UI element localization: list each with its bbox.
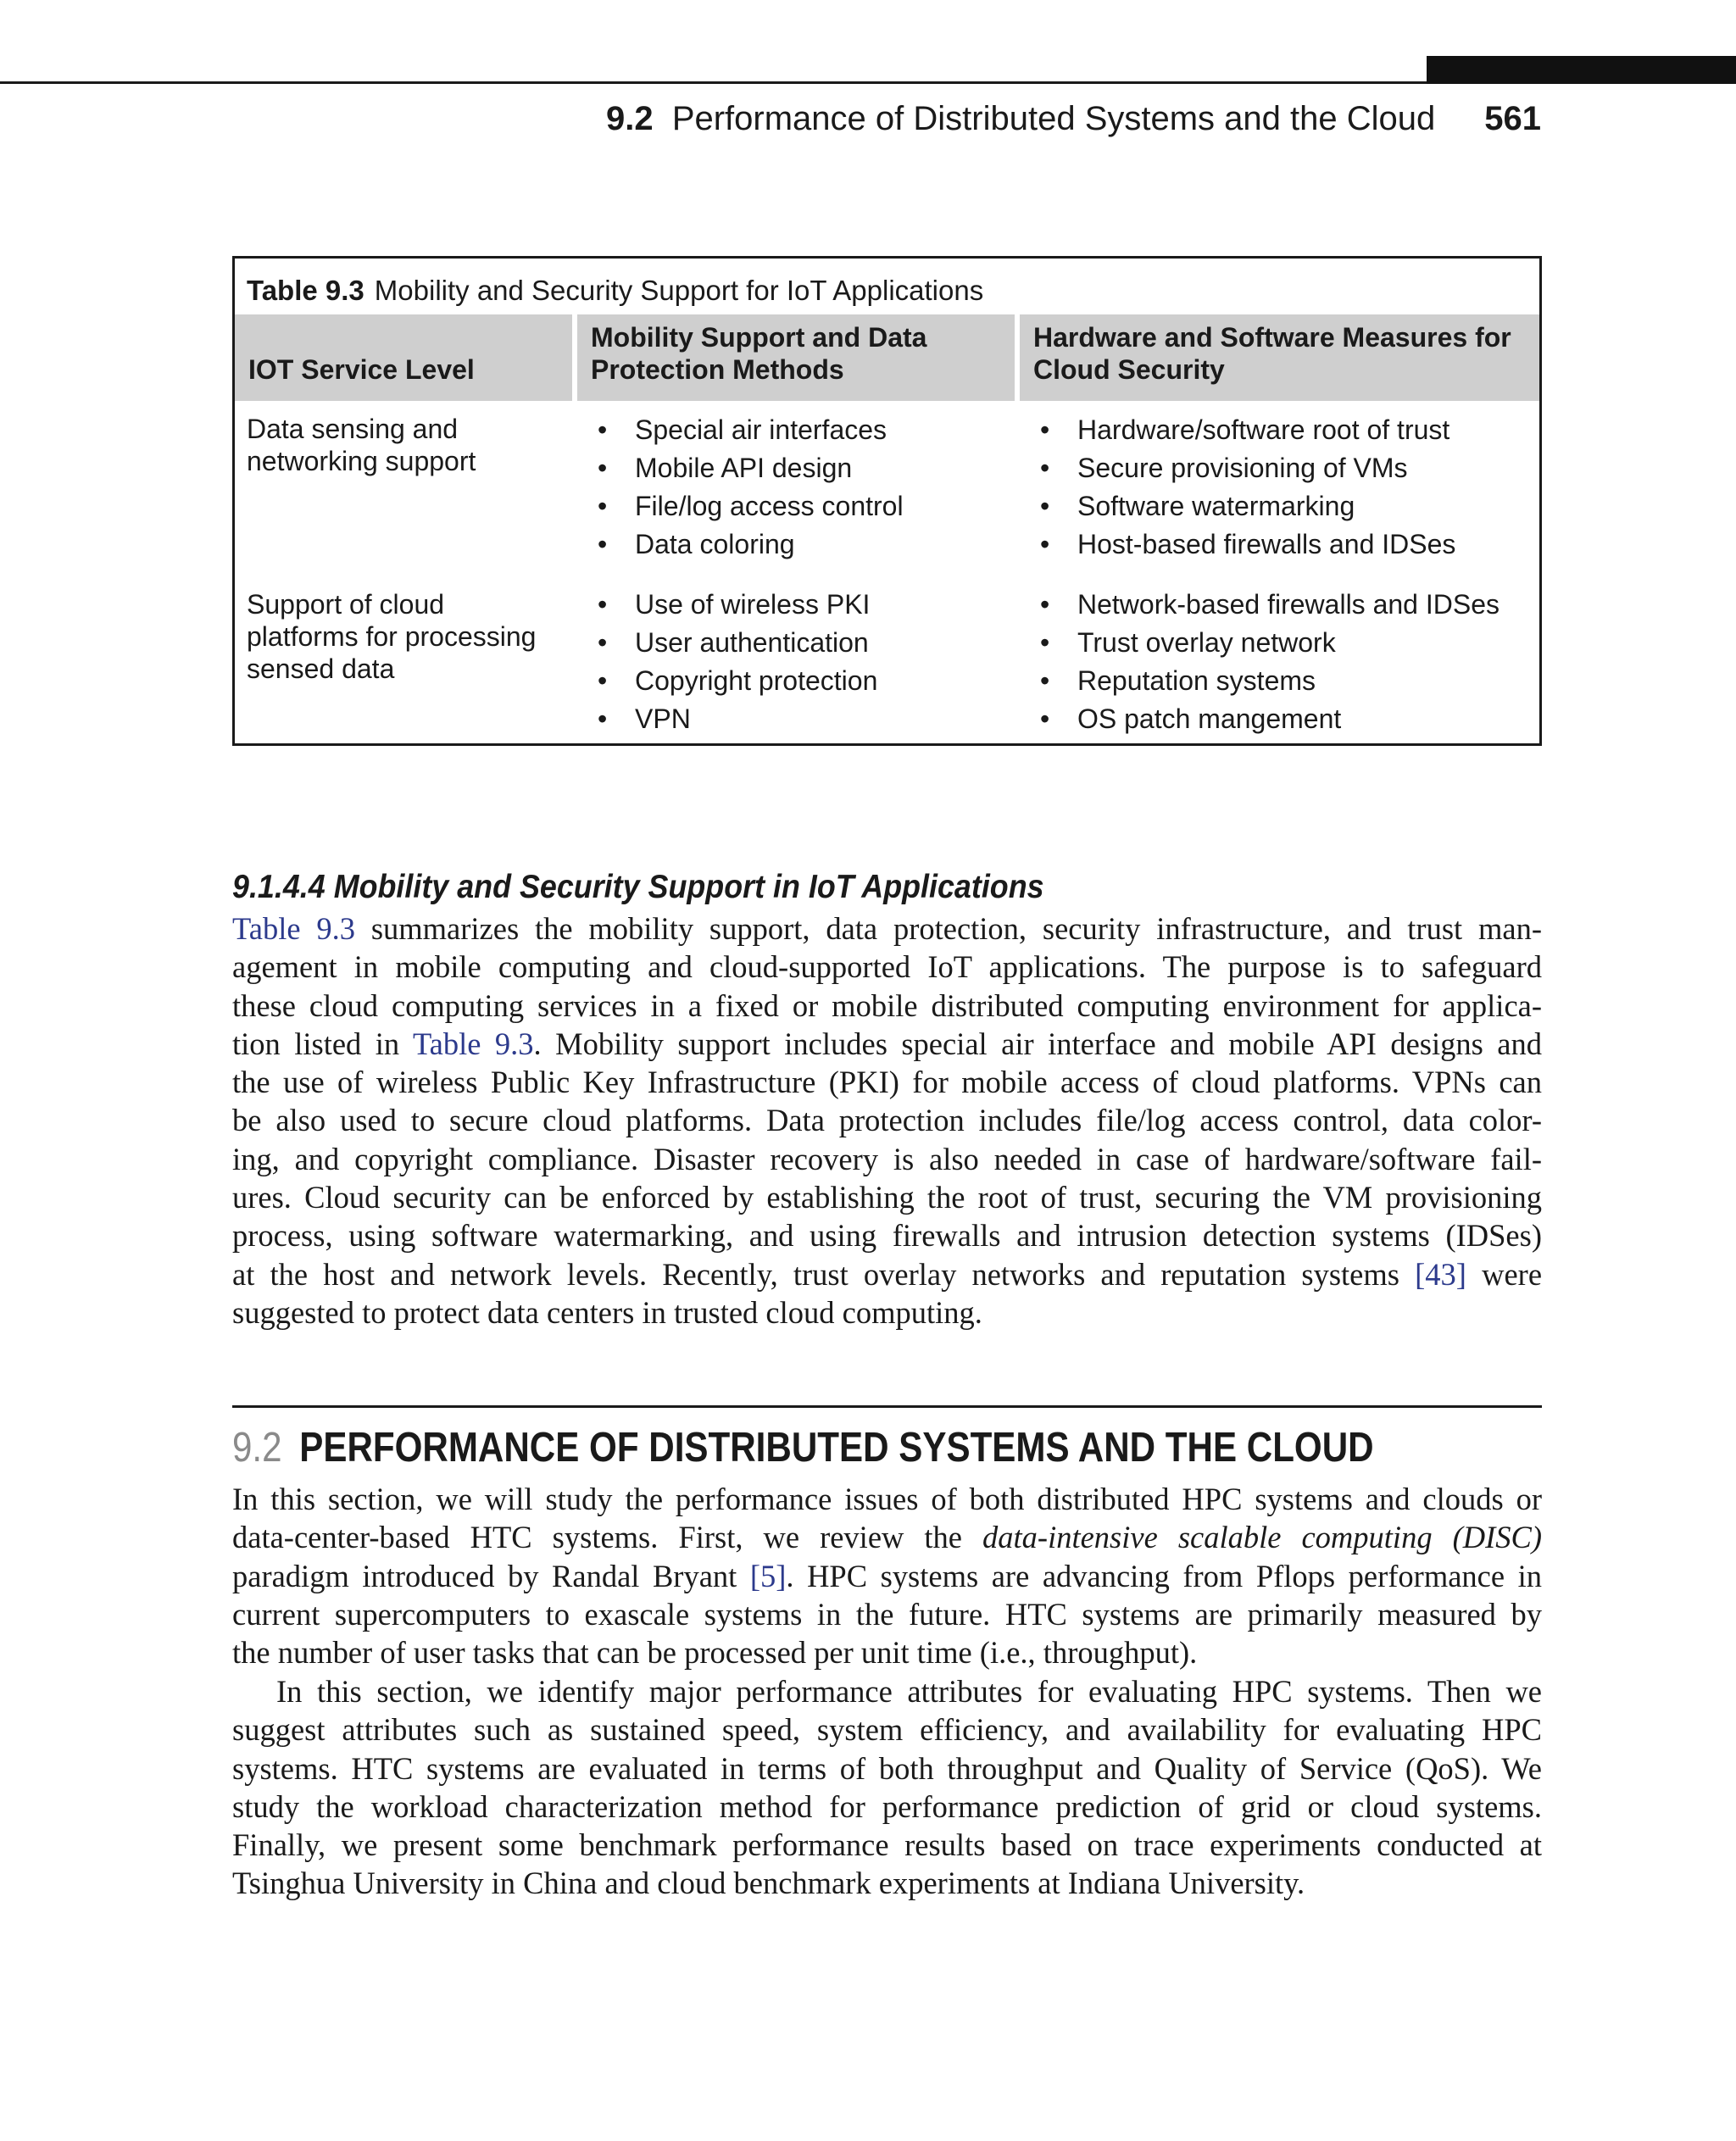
- running-head-title: Performance of Distributed Systems and the Cloud: [671, 100, 1436, 137]
- emphasis-disc: data-intensive scalable computing (DISC): [982, 1520, 1543, 1555]
- table-9-3-link[interactable]: Table 9.3: [232, 911, 355, 946]
- list-item: • Data coloring: [587, 526, 904, 564]
- section-paragraph-1: [232, 1480, 1542, 1671]
- list-item: • User authentication: [587, 624, 877, 662]
- row-2-service-level: Support of cloud platforms for processing sensed data: [247, 589, 537, 684]
- section-number: 9.2: [232, 1425, 282, 1471]
- text-line: ing, and copyright compliance. Disaster recovery is also needed in case of hardware/software fail-: [232, 1141, 1542, 1176]
- page-number: 561: [1484, 100, 1541, 137]
- list-item: • Network-based firewalls and IDSes: [1030, 586, 1500, 624]
- list-item: • Host-based firewalls and IDSes: [1030, 526, 1455, 564]
- text-line: [232, 1557, 1542, 1595]
- list-item: • VPN: [587, 700, 877, 738]
- text-span: paradigm introduced by Randal Bryant: [232, 1558, 737, 1593]
- text-line: [232, 1025, 1542, 1063]
- text-span: data-center-based HTC systems. First, we review the: [232, 1520, 962, 1555]
- row-2-security-list: [1030, 586, 1500, 738]
- text-line: process, using software watermarking, and using firewalls and intrusion detection systems (IDSes): [232, 1218, 1542, 1254]
- table-caption-text: Mobility and Security Support for IoT Applications: [374, 275, 984, 306]
- row-1-security-list: [1030, 411, 1455, 564]
- row-1-service-level: Data sensing and networking support: [247, 414, 476, 476]
- list-item: • OS patch mangement: [1030, 700, 1500, 738]
- text-line: [232, 1518, 1542, 1556]
- text-span: at the host and network levels. Recently, trust overlay networks and reputation systems: [232, 1256, 1399, 1292]
- text-line: current supercomputers to exascale systems in the future. HTC systems are primarily measured by: [232, 1596, 1542, 1632]
- text-line: suggest attributes such as sustained speed, system efficiency, and availability for evaluating HPC: [232, 1712, 1542, 1748]
- list-item: • Hardware/software root of trust: [1030, 411, 1455, 449]
- text-span: tion listed in: [232, 1026, 400, 1061]
- row-2-mobility-list: [587, 586, 877, 738]
- text-span: . Mobility support includes special air interface and mobile API designs and: [533, 1026, 1542, 1061]
- list-item: • Use of wireless PKI: [587, 586, 877, 624]
- text-line: In this section, we will study the performance issues of both distributed HPC systems and clouds or: [232, 1482, 1542, 1516]
- table-caption: [247, 272, 983, 309]
- thumb-tab: [1427, 56, 1736, 84]
- text-line: agement in mobile computing and cloud-supported IoT applications. The purpose is to safeguard: [232, 949, 1542, 985]
- list-item: • Software watermarking: [1030, 487, 1455, 526]
- table-9-3-link[interactable]: Table 9.3: [412, 1026, 534, 1061]
- subsection-paragraph: [232, 909, 1542, 1332]
- list-item: • File/log access control: [587, 487, 904, 526]
- list-item: • Copyright protection: [587, 662, 877, 700]
- running-head: [606, 95, 1541, 142]
- text-line: In this section, we identify major performance attributes for evaluating HPC systems. Then we: [276, 1674, 1542, 1709]
- text-line: ures. Cloud security can be enforced by establishing the root of trust, securing the VM provisioning: [232, 1180, 1542, 1215]
- text-span: . HPC systems are advancing from Pflops performance in: [786, 1558, 1543, 1593]
- running-head-section-number: 9.2: [605, 100, 654, 137]
- text-line: systems. HTC systems are evaluated in terms of both throughput and Quality of Service (QoS). We: [232, 1750, 1542, 1786]
- text-line: the use of wireless Public Key Infrastructure (PKI) for mobile access of cloud platforms. VPNs can: [232, 1065, 1542, 1100]
- column-header-mobility: Mobility Support and Data Protection Methods: [577, 314, 1015, 401]
- table-label: Table 9.3: [247, 275, 364, 306]
- text-line: [232, 909, 1542, 948]
- text-line: the number of user tasks that can be processed per unit time (i.e., throughput).: [232, 1635, 1198, 1671]
- list-item: • Trust overlay network: [1030, 624, 1500, 662]
- text-span: were: [1482, 1256, 1543, 1292]
- citation-43-link[interactable]: [43]: [1415, 1256, 1466, 1292]
- row-1-mobility-list: [587, 411, 904, 564]
- column-header-service-level: IOT Service Level: [235, 314, 572, 401]
- subsection-heading: 9.1.4.4 Mobility and Security Support in IoT Applications: [232, 869, 1044, 905]
- section-rule: [232, 1405, 1542, 1408]
- column-header-security: Hardware and Software Measures for Cloud Security: [1020, 314, 1539, 401]
- text-span: summarizes the mobility support, data protection, security infrastructure, and trust man-: [370, 911, 1542, 946]
- section-title: PERFORMANCE OF DISTRIBUTED SYSTEMS AND THE CLOUD: [299, 1425, 1374, 1471]
- table-header-row: [235, 314, 1539, 401]
- section-heading: [232, 1421, 1374, 1475]
- list-item: • Special air interfaces: [587, 411, 904, 449]
- list-item: • Reputation systems: [1030, 662, 1500, 700]
- text-line: these cloud computing services in a fixed or mobile distributed computing environment for applica-: [232, 987, 1542, 1023]
- text-line: [232, 1255, 1542, 1293]
- list-item: • Mobile API design: [587, 449, 904, 487]
- text-line: Tsinghua University in China and cloud benchmark experiments at Indiana University.: [232, 1866, 1305, 1901]
- text-line: Finally, we present some benchmark performance results based on trace experiments conducted at: [232, 1827, 1542, 1863]
- citation-5-link[interactable]: [5]: [749, 1558, 787, 1593]
- text-line: study the workload characterization method for performance prediction of grid or cloud systems.: [232, 1788, 1542, 1824]
- text-line: be also used to secure cloud platforms. Data protection includes file/log access control, data color-: [232, 1103, 1542, 1138]
- list-item: • Secure provisioning of VMs: [1030, 449, 1455, 487]
- section-paragraph-2: [232, 1672, 1542, 1903]
- table-9-3: [232, 256, 1542, 746]
- text-line: suggested to protect data centers in trusted cloud computing.: [232, 1294, 982, 1330]
